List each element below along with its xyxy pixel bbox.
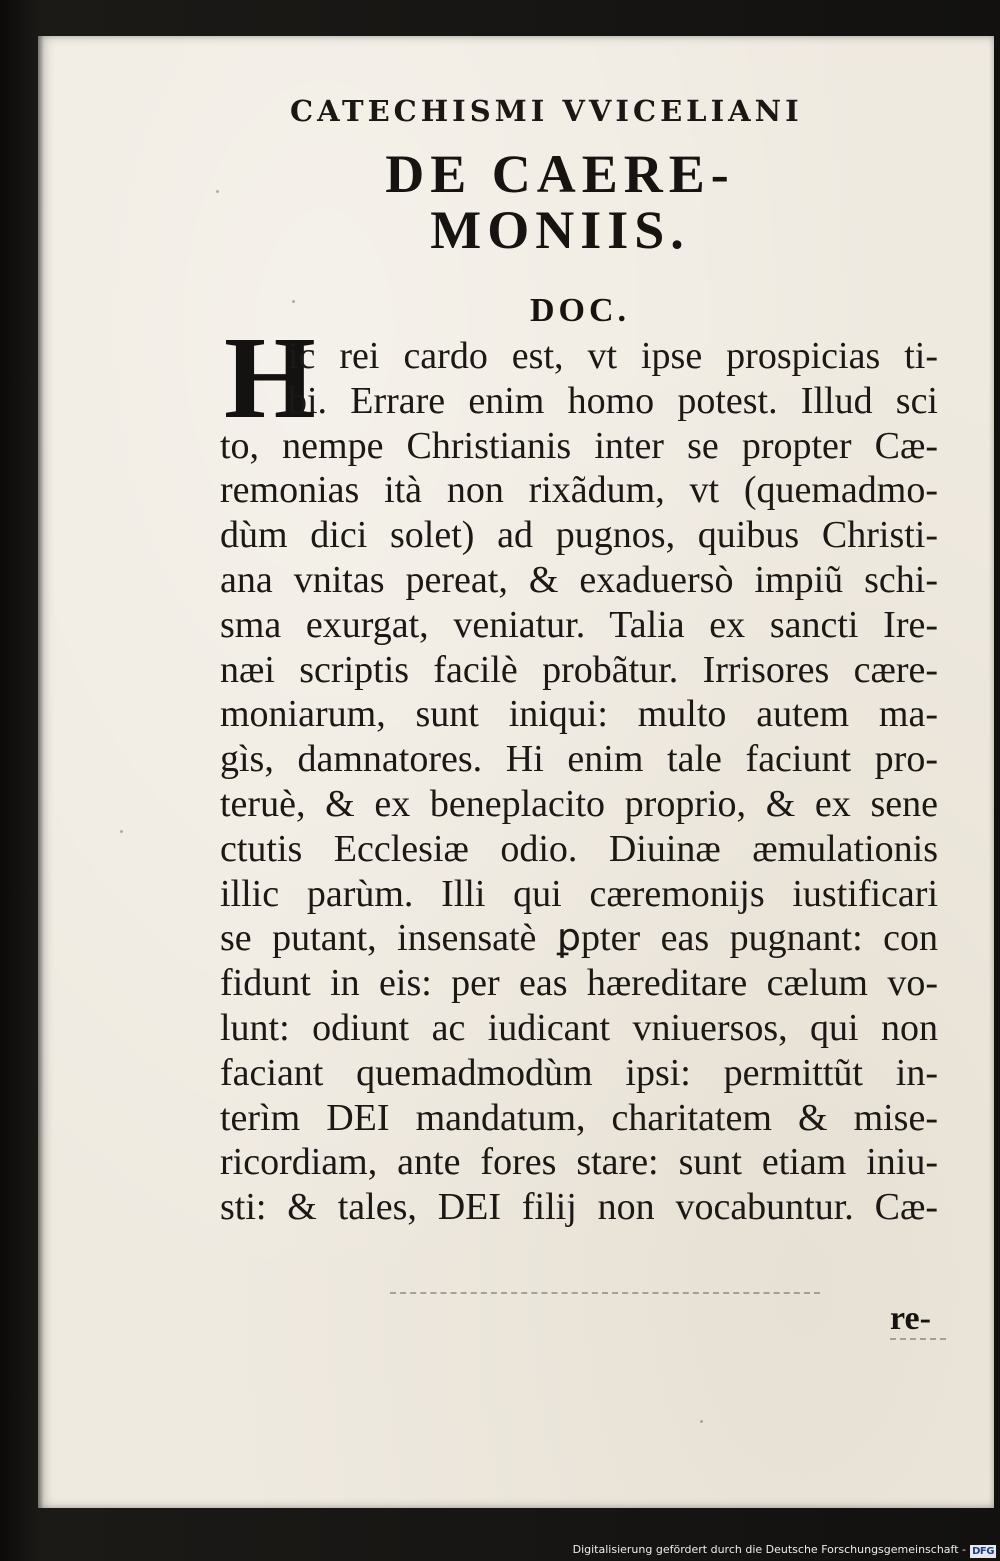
catchword: re- [890, 1300, 931, 1337]
paper-speck [216, 190, 219, 193]
text-line: ctutis Ecclesiæ odio. Diuinæ æmulationis [220, 827, 938, 870]
text-line: bi. Errare enim homo potest. Illud sci [288, 379, 938, 422]
running-head: CATECHISMI VVICELIANI [290, 94, 803, 128]
catchword-rule [890, 1338, 946, 1340]
speaker-label: DOC. [530, 292, 631, 329]
bottom-rule [390, 1292, 820, 1294]
text-line: teruè, & ex beneplacito proprio, & ex sene [220, 782, 938, 825]
text-line: moniarum, sunt iniqui: multo autem ma- [220, 693, 938, 736]
chapter-title [300, 146, 820, 258]
text-line: ricordiam, ante fores stare: sunt etiam iniu- [220, 1141, 938, 1184]
text-line: terìm DEI mandatum, charitatem & mise- [220, 1096, 938, 1139]
chapter-title-line-2: MONIIS. [430, 200, 690, 260]
text-line: dùm dici solet) ad pugnos, quibus Christi- [220, 514, 938, 557]
paper-speck [120, 830, 123, 833]
text-line: fidunt in eis: per eas hæreditare cælum vo- [220, 962, 938, 1005]
text-line: ana vnitas pereat, & exaduersò impiũ schi- [220, 558, 938, 601]
text-line: remonias ità non rixãdum, vt (quemadmo- [220, 469, 938, 512]
digitization-credit: Digitalisierung gefördert durch die Deutsche Forschungsgemeinschaft - [572, 1543, 966, 1556]
text-line: sma exurgat, veniatur. Talia ex sancti Ire- [220, 603, 938, 646]
text-line: faciant quemadmodùm ipsi: permittũt in- [220, 1051, 938, 1094]
text-line: lunt: odiunt ac iudicant vniuersos, qui non [220, 1006, 938, 1049]
paper-speck [700, 1420, 703, 1423]
text-line: se putant, insensatè ꝑpter eas pugnant: con [220, 917, 938, 960]
text-line: gìs, damnatores. Hi enim tale faciunt pro- [220, 738, 938, 781]
dfg-logo: DFG [970, 1545, 996, 1558]
text-line: to, nempe Christianis inter se propter Cæ- [220, 424, 938, 467]
drop-cap: H [224, 312, 316, 443]
paper-speck [292, 300, 295, 303]
text-line: illic parùm. Illi qui cæremonijs iustificari [220, 872, 938, 915]
chapter-title-line-1: DE CAERE- [385, 144, 735, 204]
text-line: ic rei cardo est, vt ipse prospicias ti- [288, 335, 938, 377]
body-text [220, 312, 938, 1230]
text-line: sti: & tales, DEI filij non vocabuntur. Cæ- [220, 1186, 938, 1229]
page-gutter-shadow [38, 36, 44, 1508]
text-line: næi scriptis facilè probãtur. Irrisores cære- [220, 648, 938, 691]
